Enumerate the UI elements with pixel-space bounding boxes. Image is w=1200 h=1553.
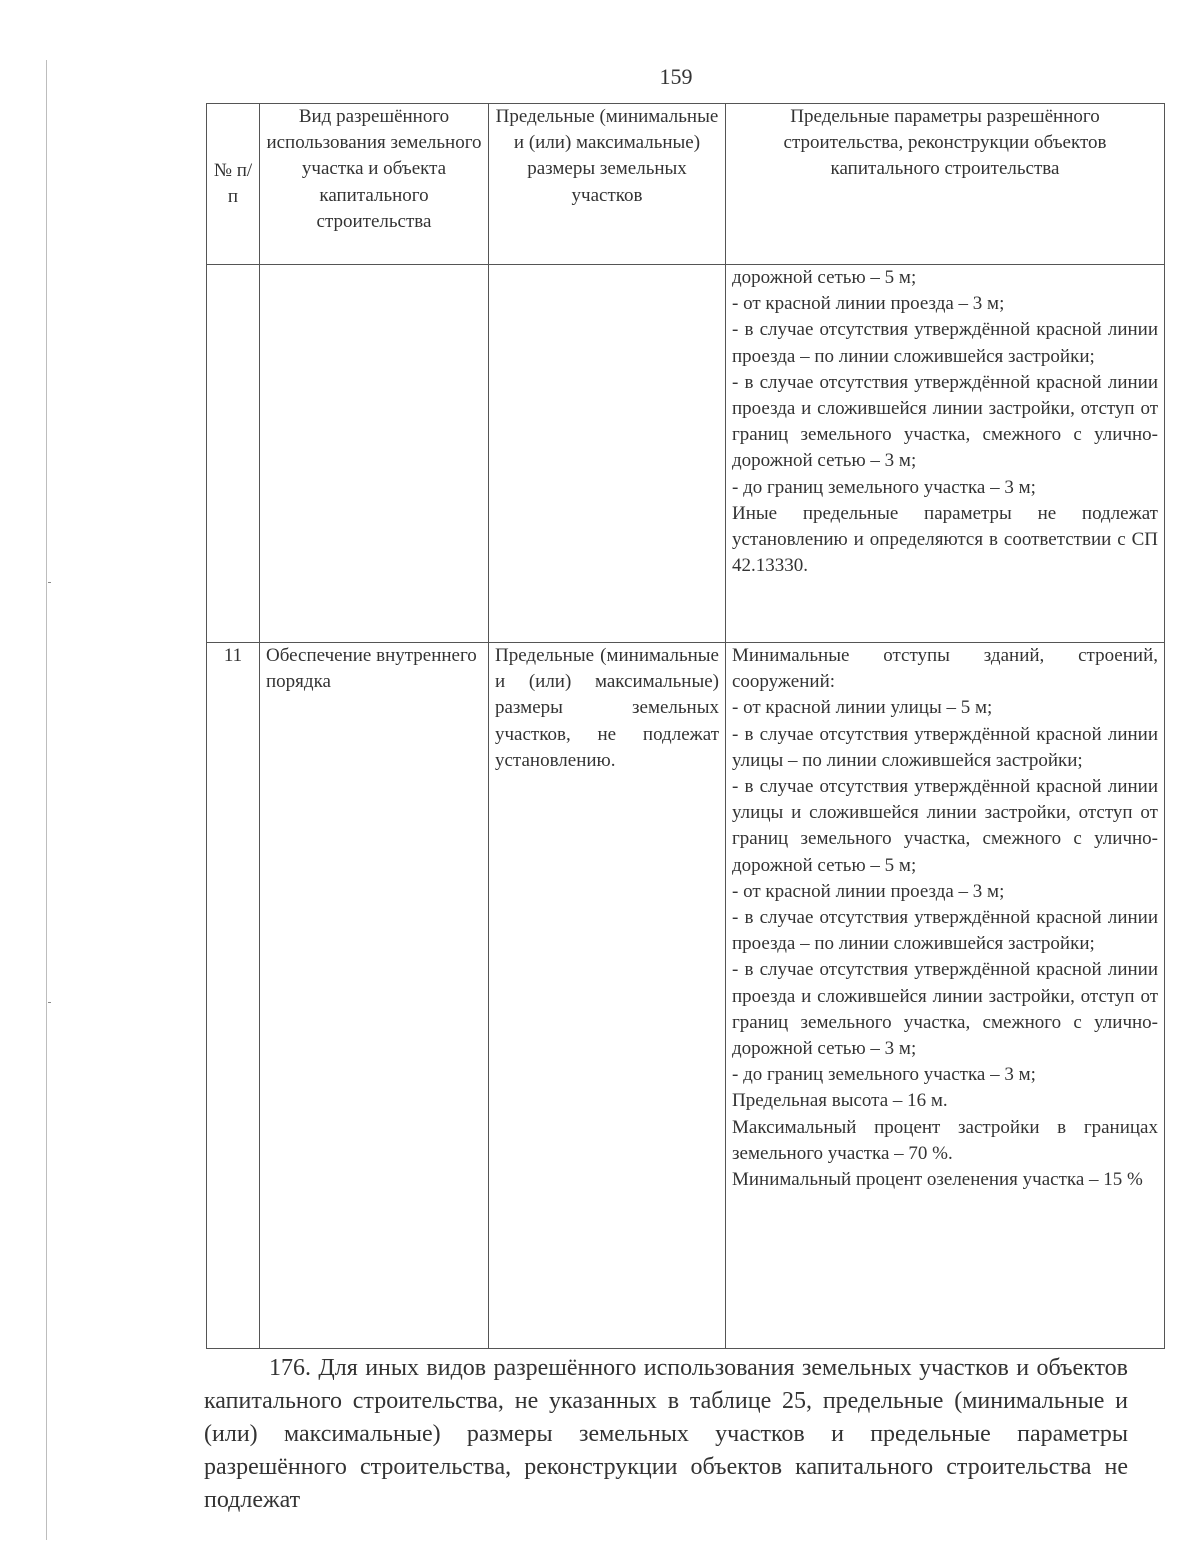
parameter-line: Минимальные отступы зданий, строений, сооружений: xyxy=(732,645,1158,693)
table-header-row xyxy=(207,104,1165,265)
parameter-line: - от красной линии улицы – 5 м; xyxy=(732,697,993,719)
header-plot-sizes: Предельные (минимальные и (или) максимальные) размеры земельных участков xyxy=(489,104,726,265)
cell-plot-sizes xyxy=(489,643,726,1349)
parameter-line: - в случае отсутствия утверждённой красной линии проезда и сложившейся линии застройки, отступ от границ земельного участка, смежного с улично-дорожной сетью – 3 м; xyxy=(732,371,1158,472)
parameter-line: - в случае отсутствия утверждённой красной линии проезда – по линии сложившейся застройки; xyxy=(732,319,1158,367)
parameter-line: - в случае отсутствия утверждённой красной линии улицы и сложившейся линии застройки, отступ от границ земельного участка, смежного с улично-дорожной сетью – 5 м; xyxy=(732,776,1158,876)
table-row-11 xyxy=(207,643,1165,1349)
scan-speck xyxy=(48,582,51,583)
parameter-line: - в случае отсутствия утверждённой красной линии улицы – по линии сложившейся застройки; xyxy=(732,723,1158,771)
parameter-line: Минимальный процент озеленения участка – 15 % xyxy=(732,1169,1143,1191)
table-row-continued xyxy=(207,265,1165,643)
cell-sizes-empty xyxy=(489,265,726,643)
scan-margin-line xyxy=(46,60,47,1540)
parameter-line: - от красной линии проезда – 3 м; xyxy=(732,293,1005,315)
page-number: 159 xyxy=(659,64,693,89)
plot-sizes-text: Предельные (минимальные и (или) максимальные) размеры земельных участков, не подлежат установлению. xyxy=(495,645,719,771)
parameter-line: - в случае отсутствия утверждённой красной линии проезда – по линии сложившейся застройки; xyxy=(732,907,1158,955)
parameter-line: Максимальный процент застройки в границах земельного участка – 70 %. xyxy=(732,1116,1158,1164)
parameter-line: - в случае отсутствия утверждённой красной линии проезда и сложившейся линии застройки, отступ от границ земельного участка, смежного с улично-дорожной сетью – 3 м; xyxy=(732,959,1158,1060)
cell-number-empty xyxy=(207,265,260,643)
regulations-table xyxy=(206,103,1165,1349)
cell-use-empty xyxy=(260,265,489,643)
paragraph-176: 176. Для иных видов разрешённого использования земельных участков и объектов капитального строительства, не указанных в таблице 25, предельные (минимальные и (или) максимальные) размеры земельных участков и предельные параметры разрешённого строительства, реконструкции объектов капитального строительства не подлежат xyxy=(204,1355,1128,1513)
parameter-line: Предельная высота – 16 м. xyxy=(732,1090,948,1112)
header-use-type: Вид разрешённого использования земельного участка и объекта капитального строительства xyxy=(260,104,489,265)
parameter-line: - до границ земельного участка – 3 м; xyxy=(732,476,1036,498)
scan-speck xyxy=(48,1002,51,1003)
cell-use-type: Обеспечение внутреннего порядка xyxy=(260,643,489,1349)
cell-parameters xyxy=(726,643,1165,1349)
parameter-line: дорожной сетью – 5 м; xyxy=(732,267,917,288)
parameter-line: - от красной линии проезда – 3 м; xyxy=(732,880,1005,902)
parameter-line: Иные предельные параметры не подлежат установлению и определяются в соответствии с СП 42.13330. xyxy=(732,502,1158,577)
cell-parameters xyxy=(726,265,1165,643)
parameter-line: - до границ земельного участка – 3 м; xyxy=(732,1064,1036,1086)
header-building-parameters: Предельные параметры разрешённого строительства, реконструкции объектов капитального строительства xyxy=(726,104,1165,265)
cell-row-number: 11 xyxy=(207,643,260,1349)
header-number: № п/п xyxy=(207,104,260,265)
